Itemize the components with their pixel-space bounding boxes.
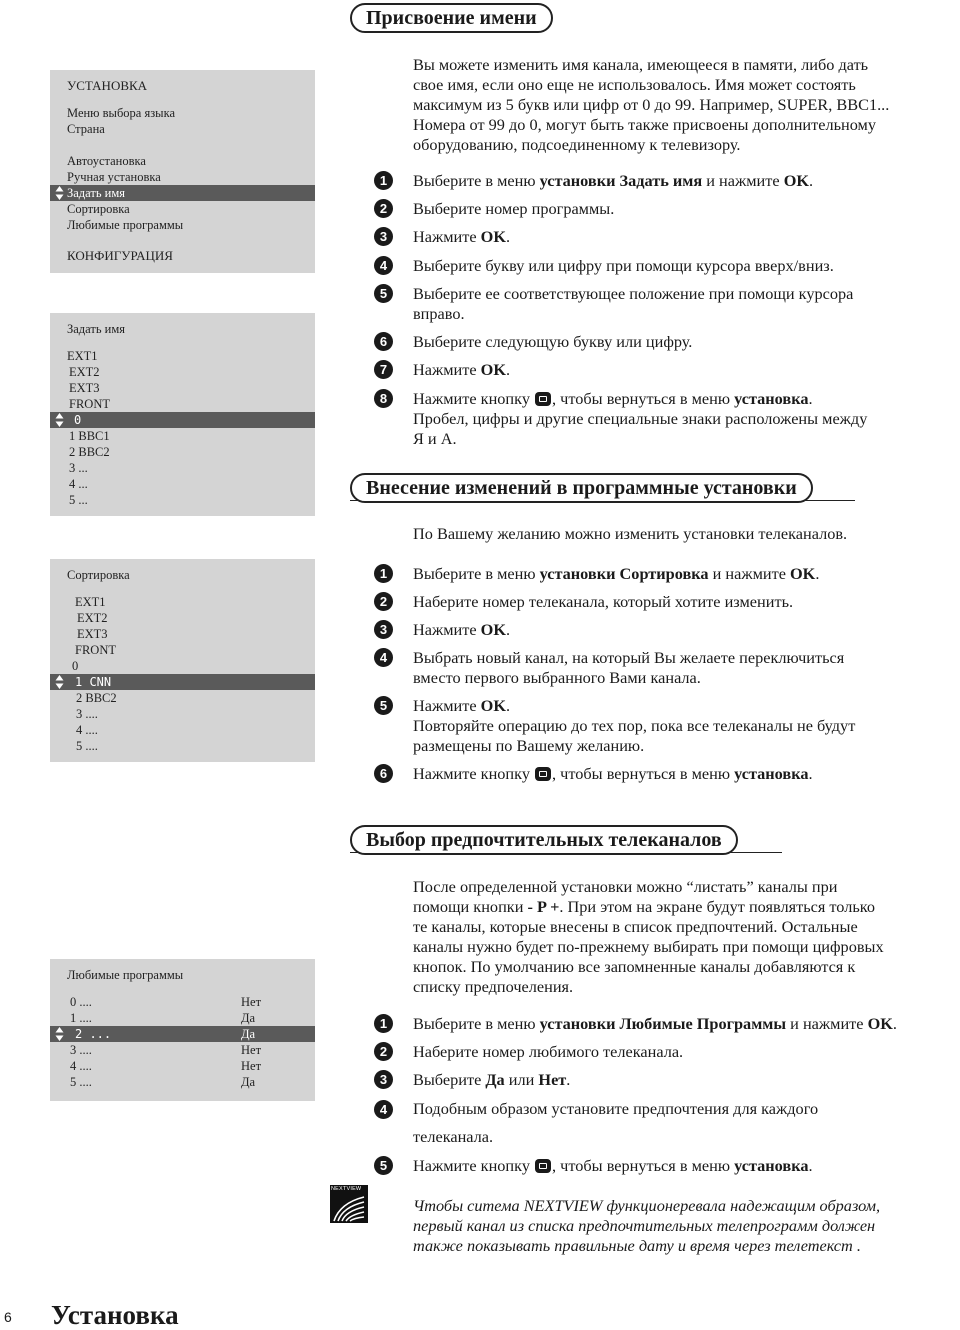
list-item[interactable]: 4 .... [76,723,98,737]
menu-item-favourites[interactable]: Любимые программы [67,218,184,232]
panel-title: Любимые программы [67,968,184,982]
list-item[interactable]: EXT1 [67,349,98,363]
list-item-label: 1 CNN [75,675,112,689]
menu-item-language[interactable]: Меню выбора языка [67,106,176,120]
favourite-row-selected[interactable] [50,1026,315,1042]
sort-menu-panel [50,559,315,762]
up-down-arrows-icon [55,412,64,428]
favourites-intro: После определенной установки можно “листать” каналы при помощи кнопки - P +. При этом на экране будут появляться только те каналы, которые внесены в список предпочтений. Остальные каналы нужно будет по-прежнему выбирать при помощи цифровых кнопок. По умолчанию все запомненные каналы добавляются к списку предпочеления. [413,877,884,996]
menu-button-icon [535,767,551,781]
list-item-label: 0 [74,413,82,427]
list-item[interactable]: 3 ... [69,461,88,475]
list-item[interactable]: 0 [72,659,79,673]
favourites-menu-panel [50,959,315,1101]
section-title-rearrange: Внесение изменений в программные установки [350,473,813,503]
favourite-program[interactable]: 3 .... [70,1043,92,1057]
favourite-value[interactable]: Да [241,1075,256,1089]
list-item[interactable]: EXT2 [69,365,100,379]
list-item[interactable]: 3 .... [76,707,98,721]
name-menu-panel [50,313,315,516]
up-down-arrows-icon [55,185,64,201]
up-down-arrows-icon [55,1026,64,1042]
panel-title: Задать имя [67,322,126,336]
menu-item-manual[interactable]: Ручная установка [67,170,161,184]
favourite-program: 2 ... [75,1027,112,1041]
favourite-program[interactable]: 0 .... [70,995,92,1009]
favourite-program[interactable]: 1 .... [70,1011,92,1025]
list-item[interactable]: EXT3 [69,381,100,395]
page-number: 6 [4,1309,12,1325]
list-item[interactable]: 5 ... [69,493,88,507]
list-item[interactable]: EXT3 [77,627,108,641]
menu-item-name-selected[interactable] [50,185,315,201]
list-item[interactable]: EXT1 [75,595,106,609]
rearrange-intro: По Вашему желанию можно изменить установки телеканалов. [413,524,848,543]
panel-title: Сортировка [67,568,130,582]
list-item[interactable]: EXT2 [77,611,108,625]
menu-item-autoinstall[interactable]: Автоустановка [67,154,146,168]
favourite-program[interactable]: 5 .... [70,1075,92,1089]
menu-button-icon [535,392,551,406]
list-item[interactable]: FRONT [69,397,110,411]
favourite-value[interactable]: Да [241,1011,256,1025]
list-item[interactable]: FRONT [75,643,116,657]
list-item[interactable]: 2 BBC2 [69,445,110,459]
list-item-selected[interactable] [50,412,315,428]
list-item[interactable]: 1 BBC1 [69,429,110,443]
list-item[interactable]: 5 .... [76,739,98,753]
favourite-program[interactable]: 4 .... [70,1059,92,1073]
list-item[interactable]: 4 ... [69,477,88,491]
nextview-note: Чтобы ситема NEXTVIEW функционеревала надежащим образом, первый канал из списка предпочтительных телепрограмм должен также показывать правильные дату и время через телетекст . [413,1196,881,1255]
menu-item-label: Задать имя [67,186,126,200]
menu-item-country[interactable]: Страна [67,122,105,136]
section-title-naming: Присвоение имени [350,3,553,33]
section-title-favourites: Выбор предпочтительных телеканалов [350,825,738,855]
setup-menu-panel [50,70,315,273]
naming-intro: Вы можете изменить имя канала, имеющееся в памяти, либо дать свое имя, если оно еще не использовалось. Имя может состоять максимум из 5 букв или цифр от 0 до 99. Например, SUPER, BBC1... Номера от 99 до 0, могут быть также присвоены дополнительному оборудованию, подсоединенному к телевизору. [413,55,890,154]
nextview-logo [330,1185,368,1223]
favourite-value[interactable]: Нет [241,1059,262,1073]
list-item[interactable]: 2 BBC2 [76,691,117,705]
favourite-value: Да [241,1027,256,1041]
menu-button-icon [535,1159,551,1173]
favourite-value[interactable]: Нет [241,995,262,1009]
menu-item-sort[interactable]: Сортировка [67,202,130,216]
up-down-arrows-icon [55,674,64,690]
menu-config[interactable]: КОНФИГУРАЦИЯ [67,248,173,263]
favourite-value[interactable]: Нет [241,1043,262,1057]
page-footer-title: Установка [51,1300,179,1330]
panel-title: УСТАНОВКА [67,78,148,93]
logo-text: NEXTVIEW [331,1186,362,1192]
list-item-selected[interactable] [50,674,315,690]
